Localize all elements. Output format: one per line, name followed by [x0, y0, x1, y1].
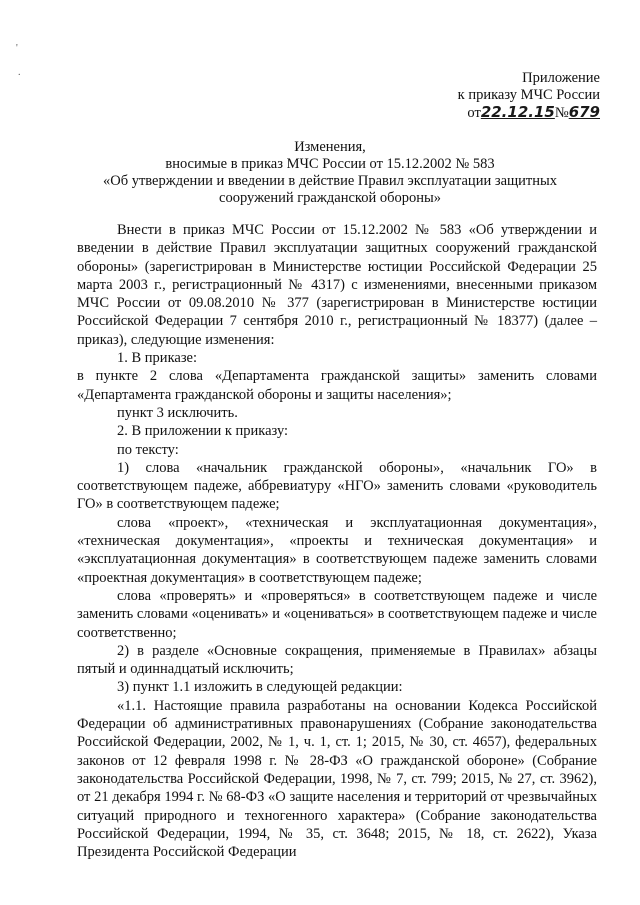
paragraph: 1) слова «начальник гражданской обороны», «начальник ГО» в соответствующем падеже, аббревиатуру «НГО» заменить словами «руководитель ГО» в соответствующем падеже;	[77, 459, 597, 513]
title-line: сооружений гражданской обороны»	[219, 190, 441, 206]
order-prefix: от	[467, 105, 481, 121]
appendix-header	[440, 70, 600, 122]
document-body	[77, 221, 597, 861]
appendix-line: к приказу МЧС России	[457, 87, 600, 103]
order-date: 22.12.15	[480, 103, 555, 121]
appendix-line: Приложение	[522, 70, 600, 86]
number-sign: №	[554, 105, 569, 121]
paragraph: пункт 3 исключить.	[117, 404, 238, 421]
paragraph: Внести в приказ МЧС России от 15.12.2002 № 583 «Об утверждении и введении в действие Правил эксплуатации защитных сооружений гражданской обороны» (зарегистрирован в Министерстве юстиции Российской Федерации 25 марта 2003 г., регистрационный № 4317) с изменениями, внесенными приказом МЧС России от 09.08.2010 № 377 (зарегистрирован в Министерстве юстиции Российской Федерации 7 сентября 2010 г., регистрационный № 18377) (далее – приказ), следующие изменения:	[77, 222, 597, 348]
paragraph: 3) пункт 1.1 изложить в следующей редакции:	[117, 679, 403, 696]
paragraph: 2) в разделе «Основные сокращения, применяемые в Правилах» абзацы пятый и одиннадцатый исключить;	[77, 642, 597, 678]
paragraph: 2. В приложении к приказу:	[117, 423, 289, 440]
title-line: Изменения,	[294, 139, 366, 155]
scan-mark: '	[16, 43, 18, 54]
paragraph: «1.1. Настоящие правила разработаны на основании Кодекса Российской Федерации об административных правонарушениях (Собрание законодательства Российской Федерации, 2002, № 1, ч. 1, ст. 1; 2015, № 30, ст. 4657), федеральных законов от 12 февраля 1998 г. № 28-ФЗ «О гражданской обороне» (Собрание законодательства Российской Федерации, 1998, № 7, ст. 799; 2015, № 27, ст. 3962), от 21 декабря 1994 г. № 68-ФЗ «О защите населения и территорий от чрезвычайных ситуаций природного и техногенного характера» (Собрание законодательства Российской Федерации, 1994, № 35, ст. 3648; 2015, № 18, ст. 2622), Указа Президента Российской Федерации	[77, 697, 597, 861]
paragraph: 1. В приказе:	[117, 350, 198, 367]
paragraph: слова «проверять» и «проверяться» в соответствующем падеже и числе заменить словами «оценивать» и «оцениваться» в соответствующем падеже и числе соответственно;	[77, 587, 597, 641]
paragraph: по тексту:	[117, 441, 179, 458]
title-line: «Об утверждении и введении в действие Правил эксплуатации защитных	[102, 173, 558, 189]
paragraph: в пункте 2 слова «Департамента гражданской защиты» заменить словами «Департамента гражданской обороны и защиты населения»;	[77, 368, 597, 403]
document-title	[60, 139, 600, 207]
paragraph: слова «проект», «техническая и эксплуатационная документация», «техническая документация», «проекты и техническая документация» и «эксплуатационная документация» в соответствующем падеже заменить словами «проектная документация» в соответствующем падеже;	[77, 514, 597, 586]
order-reference	[440, 104, 600, 122]
title-line: вносимые в приказ МЧС России от 15.12.2002 № 583	[165, 156, 495, 172]
scan-mark: .	[18, 67, 21, 78]
order-number: 679	[568, 103, 600, 121]
